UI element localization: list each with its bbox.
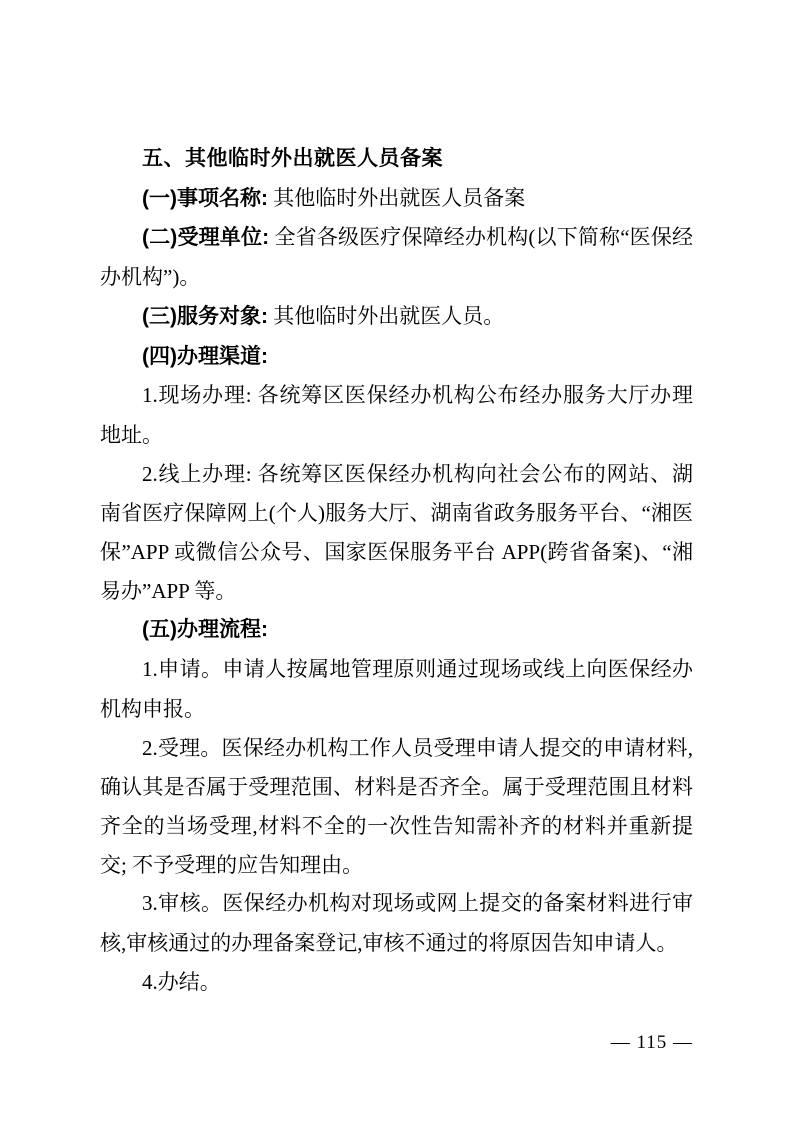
paragraph	[100, 884, 693, 962]
paragraph	[100, 337, 693, 377]
paragraph	[100, 376, 693, 454]
paragraph	[100, 729, 693, 885]
paragraph	[100, 963, 693, 1003]
paragraph	[100, 610, 693, 650]
paragraph	[100, 218, 693, 296]
paragraph	[100, 650, 693, 728]
paragraph	[100, 179, 693, 219]
paragraph-lead: (五)办理流程:	[142, 618, 268, 642]
page-number: — 115 —	[610, 1032, 693, 1053]
paragraph	[100, 455, 693, 611]
paragraph-lead: (二)受理单位:	[142, 226, 270, 250]
paragraph-text: 其他临时外出就医人员备案	[267, 185, 526, 210]
paragraph-text: 其他临时外出就医人员。	[267, 303, 505, 328]
paragraph-text: 4.办结。	[142, 969, 221, 994]
document-content	[100, 140, 693, 1002]
paragraph-lead: (四)办理渠道:	[142, 344, 268, 368]
paragraph-text: 全省各级医疗保障经办机构(以下简称“医保经办机构”)。	[100, 225, 693, 290]
paragraph-text: 3.审核。医保经办机构对现场或网上提交的备案材料进行审核,审核通过的办理备案登记,审核不通过的将原因告知申请人。	[100, 891, 693, 956]
paragraph-text: 2.线上办理: 各统筹区医保经办机构向社会公布的网站、湖南省医疗保障网上(个人)服务大厅、湖南省政务服务平台、“湘医保”APP 或微信公众号、国家医保服务平台 APP(跨省备案)、“湘易办”APP 等。	[100, 461, 693, 603]
section-heading: 五、其他临时外出就医人员备案	[142, 147, 443, 170]
paragraph-lead: (三)服务对象:	[142, 304, 268, 328]
paragraph-text: 1.申请。申请人按属地管理原则通过现场或线上向医保经办机构申报。	[100, 657, 693, 721]
paragraph	[100, 297, 693, 337]
paragraph-lead: (一)事项名称:	[142, 186, 268, 210]
paragraph-text: 2.受理。医保经办机构工作人员受理申请人提交的申请材料,确认其是否属于受理范围、材料是否齐全。属于受理范围且材料齐全的当场受理,材料不全的一次性告知需补齐的材料并重新提交; 不予受理的应告知理由。	[100, 735, 693, 877]
paragraph-text: 1.现场办理: 各统筹区医保经办机构公布经办服务大厅办理地址。	[100, 383, 693, 447]
